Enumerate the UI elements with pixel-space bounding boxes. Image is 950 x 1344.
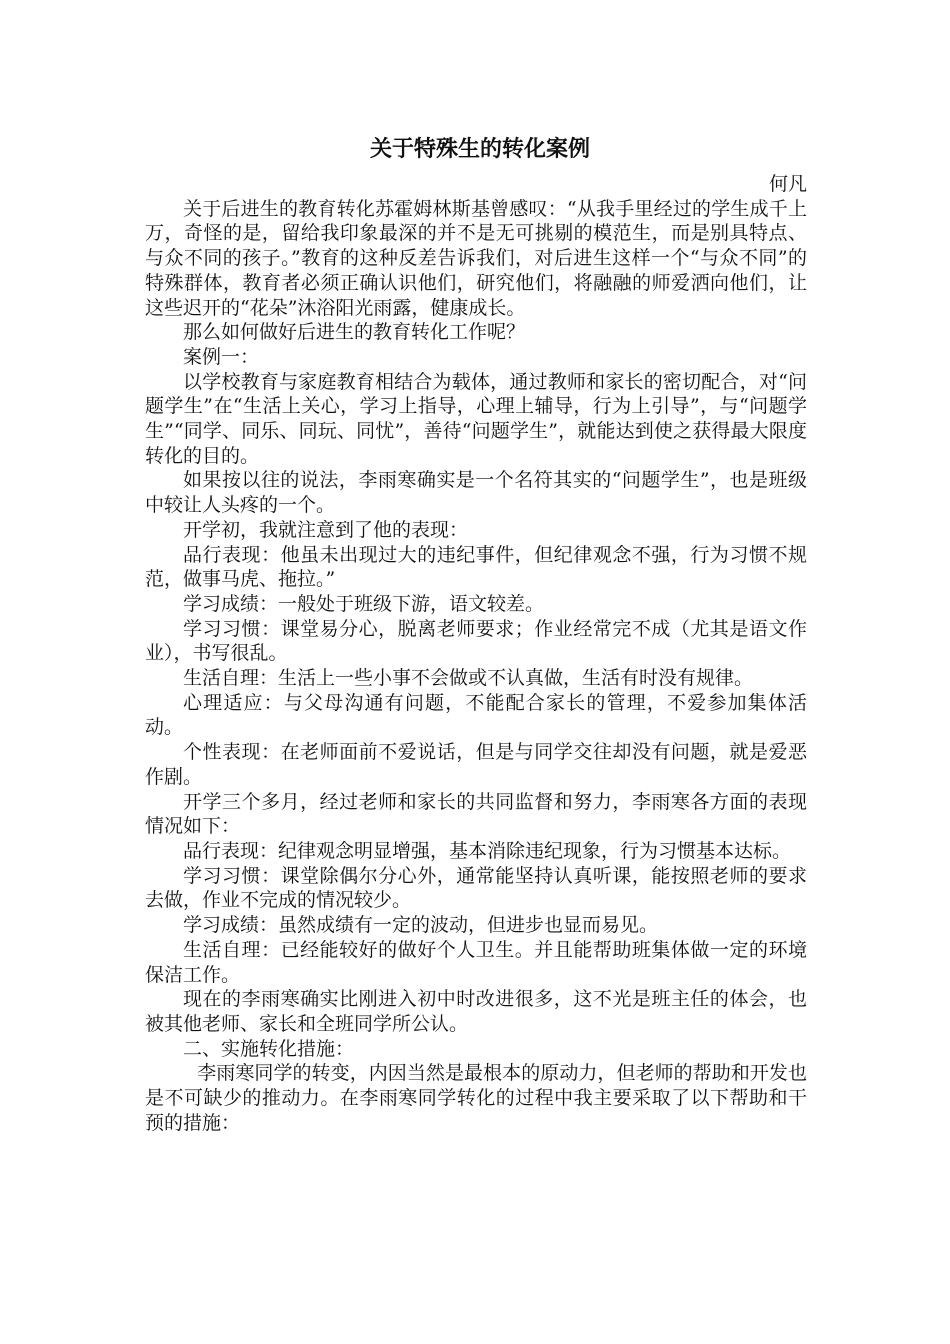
paragraph-progress-conduct: 品行表现：纪律观念明显增强，基本消除违纪现象，行为习惯基本达标。	[183, 839, 792, 862]
paragraph-progress-grades: 学习成绩：虽然成绩有一定的波动，但进步也显而易见。	[183, 914, 659, 937]
paragraph-progress-study-habits: 学习习惯：课堂除偶尔分心外，通常能坚持认真听课，能按照老师的要求去做，作业不完成的情况较少。	[145, 864, 807, 912]
paragraph-initial-personality: 个性表现：在老师面前不爱说话，但是与同学交往却没有问题，就是爱恶作剧。	[145, 741, 807, 788]
paragraph-initial-self-care: 生活自理：生活上一些小事不会做或不认真做，生活有时没有规律。	[183, 667, 754, 690]
paragraph-student-intro: 如果按以往的说法，李雨寒确实是一个名符其实的“问题学生”，也是班级中较让人头疼的一个。	[145, 469, 807, 517]
paragraph-case-method: 以学校教育与家庭教育相结合为载体，通过教师和家长的密切配合，对“问题学生”在“生活上关心，学习上指导，心理上辅导，行为上引导”，与“问题学生”“同学、同乐、同玩、同忧”，善待“问题学生”，就能达到使之获得最大限度转化的目的。	[145, 370, 807, 467]
paragraph-initial-observation: 开学初，我就注意到了他的表现：	[183, 518, 469, 541]
paragraph-measures-intro: 李雨寒同学的转变，内因当然是最根本的原动力，但老师的帮助和开发也是不可缺少的推动力。在李雨寒同学转化的过程中我主要采取了以下帮助和干预的措施：	[145, 1062, 807, 1134]
paragraph-initial-grades: 学习成绩：一般处于班级下游，语文较差。	[183, 592, 545, 615]
paragraph-initial-psychology: 心理适应：与父母沟通有问题，不能配合家长的管理，不爱参加集体活动。	[145, 691, 807, 739]
author-name: 何凡	[768, 173, 807, 195]
document-body	[145, 132, 807, 1135]
paragraph-intro: 关于后进生的教育转化苏霍姆林斯基曾感叹：“从我手里经过的学生成千上万，奇怪的是，留给我印象最深的并不是无可挑剔的模范生，而是别具特点、与众不同的孩子。”教育的这种反差告诉我们，对后进生这样一个“与众不同”的特殊群体，教育者必须正确认识他们，研究他们，将融融的师爱洒向他们，让这些迟开的“花朵”沐浴阳光雨露，健康成长。	[145, 197, 807, 319]
paragraph-initial-study-habits: 学习习惯：课堂易分心，脱离老师要求；作业经常完不成（尤其是语文作业），书写很乱。	[145, 617, 807, 665]
paragraph-case-heading: 案例一：	[183, 345, 260, 368]
paragraph-progress-summary: 开学三个多月，经过老师和家长的共同监督和努力，李雨寒各方面的表现情况如下：	[145, 790, 807, 838]
paragraph-progress-self-care: 生活自理：已经能较好的做好个人卫生。并且能帮助班集体做一定的环境保洁工作。	[145, 938, 807, 986]
section-heading-measures: 二、实施转化措施：	[183, 1037, 355, 1060]
document-title: 关于特殊生的转化案例	[369, 137, 590, 162]
paragraph-question: 那么如何做好后进生的教育转化工作呢？	[183, 321, 526, 344]
paragraph-current-status: 现在的李雨寒确实比刚进入初中时改进很多，这不光是班主任的体会，也被其他老师、家长和全班同学所公认。	[145, 988, 807, 1035]
paragraph-initial-conduct: 品行表现：他虽未出现过大的违纪事件，但纪律观念不强，行为习惯不规范，做事马虎、拖拉。”	[145, 543, 807, 591]
